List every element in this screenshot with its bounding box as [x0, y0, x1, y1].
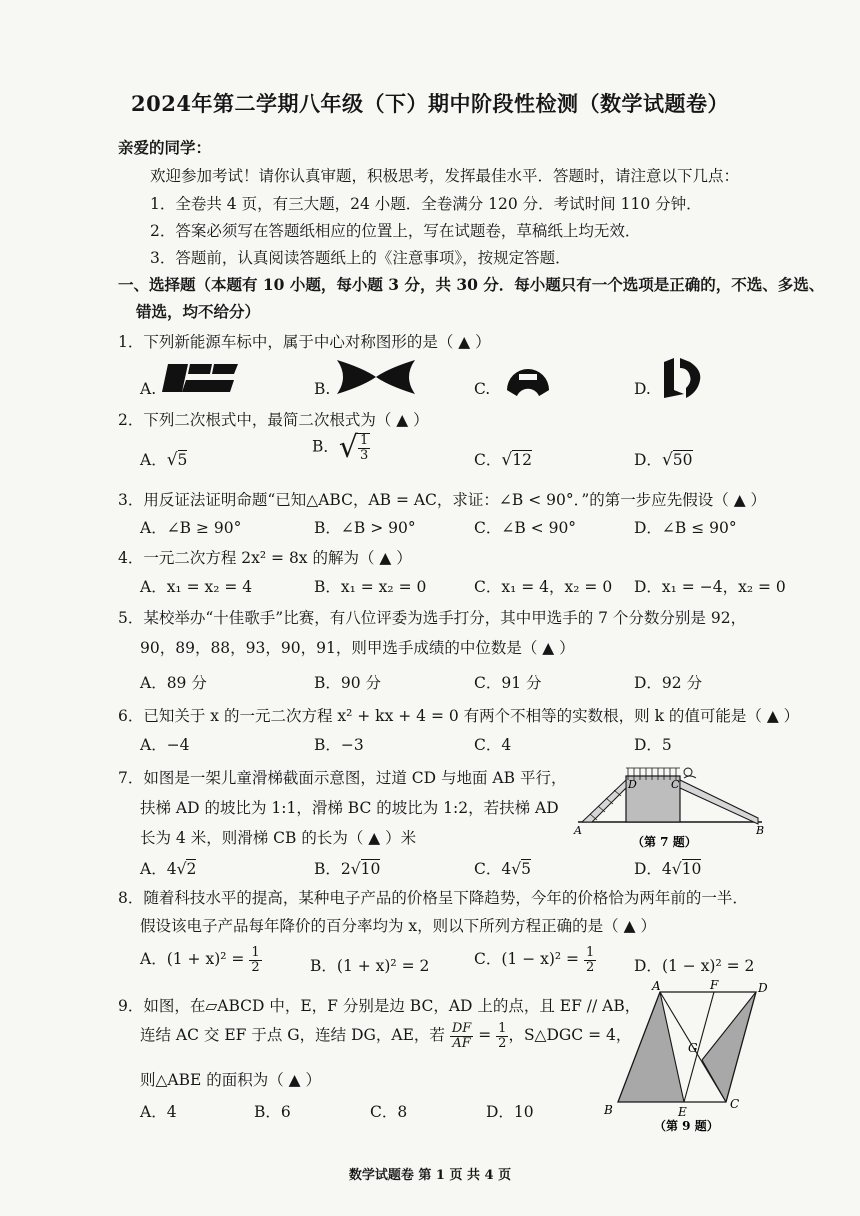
q2-option-d: D．√50	[634, 450, 693, 470]
q8-option-a: A．(1 + x)² = $\frac{1}{2}$	[140, 945, 260, 975]
question-7-stem-cont2: 长为 4 米，则滑梯 CB 的长为（ ▲ ）米	[140, 829, 417, 847]
question-2-stem: 2．下列二次根式中，最简二次根式为（ ▲ ）	[118, 411, 429, 429]
radicand: 12	[512, 451, 532, 469]
note-1: 1．全卷共 4 页，有三大题，24 小题．全卷满分 120 分．考试时间 110 分钟．	[150, 195, 702, 213]
q9-option-a: A．4	[140, 1103, 177, 1121]
q5-option-c: C．91 分	[474, 674, 542, 692]
figure-9-caption: （第 9 题）	[654, 1119, 719, 1133]
q5-option-d: D．92 分	[634, 674, 703, 692]
q7-option-d: D．4√10	[634, 860, 702, 878]
question-9-stem-cont: 连结 AC 交 EF 于点 G，连结 DG，AE，若 $\frac{DF}{AF}$ = $\frac{1}{2}$ ，S△DGC = 4，	[140, 1021, 632, 1051]
point-label-a: A	[574, 824, 582, 837]
q3-option-a: A．∠B ≥ 90°	[140, 519, 242, 537]
option-label: A．	[140, 451, 167, 469]
point-label-d: D	[758, 981, 768, 995]
radicand: 50	[672, 451, 693, 469]
page-title: 2024年第二学期八年级（下）期中阶段性检测（数学试题卷）	[131, 91, 729, 116]
q3-option-c: C．∠B < 90°	[474, 519, 577, 537]
q7-option-b: B．2√10	[314, 860, 381, 878]
q7-option-a: A．4√2	[140, 860, 197, 878]
q1-option-a: A.	[140, 380, 157, 398]
q4-option-b: B．x₁ = x₂ = 0	[314, 578, 427, 596]
note-2: 2．答案必须写在答题纸相应的位置上，写在试题卷，草稿纸上均无效．	[150, 222, 641, 240]
point-label-d: D	[628, 778, 637, 791]
slanted-blocks-logo-icon	[160, 360, 242, 396]
q8-option-c: C．(1 − x)² = $\frac{1}{2}$	[474, 945, 595, 975]
q6-option-a: A．−4	[140, 736, 190, 754]
point-label-c: C	[671, 778, 680, 791]
q4-option-a: A．x₁ = x₂ = 4	[140, 578, 253, 596]
q1-option-d: D.	[634, 380, 651, 398]
q5-option-b: B．90 分	[314, 674, 382, 692]
point-label-f: F	[710, 978, 719, 992]
q1-option-c: C.	[474, 380, 491, 398]
q3-option-d: D．∠B ≤ 90°	[634, 519, 737, 537]
point-label-e: E	[678, 1105, 687, 1119]
q2-option-c: C．√12	[474, 450, 532, 470]
q3-option-b: B．∠B > 90°	[314, 519, 416, 537]
figure-7-caption: （第 7 题）	[632, 835, 697, 849]
parallelogram-diagram	[590, 978, 780, 1138]
slide-diagram	[572, 756, 772, 852]
point-label-b: B	[756, 824, 765, 837]
q5-option-a: A．89 分	[140, 674, 207, 692]
bow-tie-logo-icon	[335, 358, 417, 396]
arch-logo-icon	[503, 356, 553, 398]
note-3: 3．答题前，认真阅读答题纸上的《注意事项》，按规定答题．	[150, 249, 571, 267]
q4-option-d: D．x₁ = −4，x₂ = 0	[634, 578, 786, 596]
greeting: 亲爱的同学：	[118, 138, 212, 157]
intro-text: 欢迎参加考试！请你认真审题，积极思考，发挥最佳水平．答题时，请注意以下几点：	[150, 167, 740, 185]
question-3-stem: 3．用反证法证明命题“已知△ABC，AB = AC，求证：∠B < 90°．”的第一步应先假设（ ▲ ）	[118, 491, 767, 509]
question-5-stem: 5．某校举办“十佳歌手”比赛，有八位评委为选手打分，其中甲选手的 7 个分数分别是 92，	[118, 609, 747, 627]
question-8-stem-cont: 假设该电子产品每年降价的百分率均为 x，则以下所列方程正确的是（ ▲ ）	[140, 917, 656, 935]
question-9-stem: 9．如图，在▱ABCD 中，E，F 分别是边 BC，AD 上的点，且 EF // AB，	[118, 997, 641, 1015]
question-6-stem: 6．已知关于 x 的一元二次方程 x² + kx + 4 = 0 有两个不相等的实数根，则 k 的值可能是（ ▲ ）	[118, 707, 800, 725]
q1-option-b: B.	[314, 380, 331, 398]
section-heading-cont: 错选，均不给分）	[136, 302, 261, 321]
q6-option-c: C．4	[474, 736, 512, 754]
page-footer: 数学试题卷 第 1 页 共 4 页	[348, 1168, 512, 1183]
q2-option-a: A．√5	[140, 450, 188, 470]
option-label: B．	[312, 437, 339, 456]
point-label-b: B	[604, 1103, 613, 1117]
point-label-g: G	[688, 1041, 698, 1055]
q9-option-c: C．8	[370, 1103, 408, 1121]
q8-option-d: D．(1 − x)² = 2	[634, 957, 755, 975]
question-1-stem: 1．下列新能源车标中，属于中心对称图形的是（ ▲ ）	[118, 333, 491, 351]
question-8-stem: 8．随着科技水平的提高，某种电子产品的价格呈下降趋势，今年的价格恰为两年前的一半．	[118, 889, 748, 907]
ld-letters-logo-icon	[660, 356, 704, 400]
question-4-stem: 4．一元二次方程 2x² = 8x 的解为（ ▲ ）	[118, 549, 412, 567]
fraction-numerator: 1	[360, 432, 369, 448]
q9-option-d: D．10	[486, 1103, 534, 1121]
question-9-stem-cont2: 则△ABE 的面积为（ ▲ ）	[140, 1071, 322, 1089]
q7-option-c: C．4√5	[474, 860, 531, 878]
question-5-stem-cont: 90，89，88，93，90，91，则甲选手成绩的中位数是（ ▲ ）	[140, 639, 575, 657]
question-7-stem-cont: 扶梯 AD 的坡比为 1:1，滑梯 BC 的坡比为 1:2，若扶梯 AD	[140, 799, 559, 817]
question-7-stem: 7．如图是一架儿童滑梯截面示意图，过道 CD 与地面 AB 平行，	[118, 769, 567, 787]
q4-option-c: C．x₁ = 4，x₂ = 0	[474, 578, 613, 596]
q2-option-b: B．√ $\frac{1}{3}$	[312, 430, 369, 465]
radicand: 5	[177, 451, 188, 469]
option-label: C．	[474, 451, 502, 469]
point-label-a: A	[652, 979, 661, 993]
q6-option-d: D．5	[634, 736, 672, 754]
point-label-c: C	[730, 1097, 740, 1111]
q9-option-b: B．6	[254, 1103, 291, 1121]
section-heading: 一、选择题（本题有 10 小题，每小题 3 分，共 30 分．每小题只有一个选项是正确的，不选、多选、	[118, 275, 825, 294]
q8-option-b: B．(1 + x)² = 2	[310, 957, 430, 975]
option-label: D．	[634, 451, 662, 469]
q6-option-b: B．−3	[314, 736, 364, 754]
fraction-denominator: 3	[360, 447, 369, 463]
